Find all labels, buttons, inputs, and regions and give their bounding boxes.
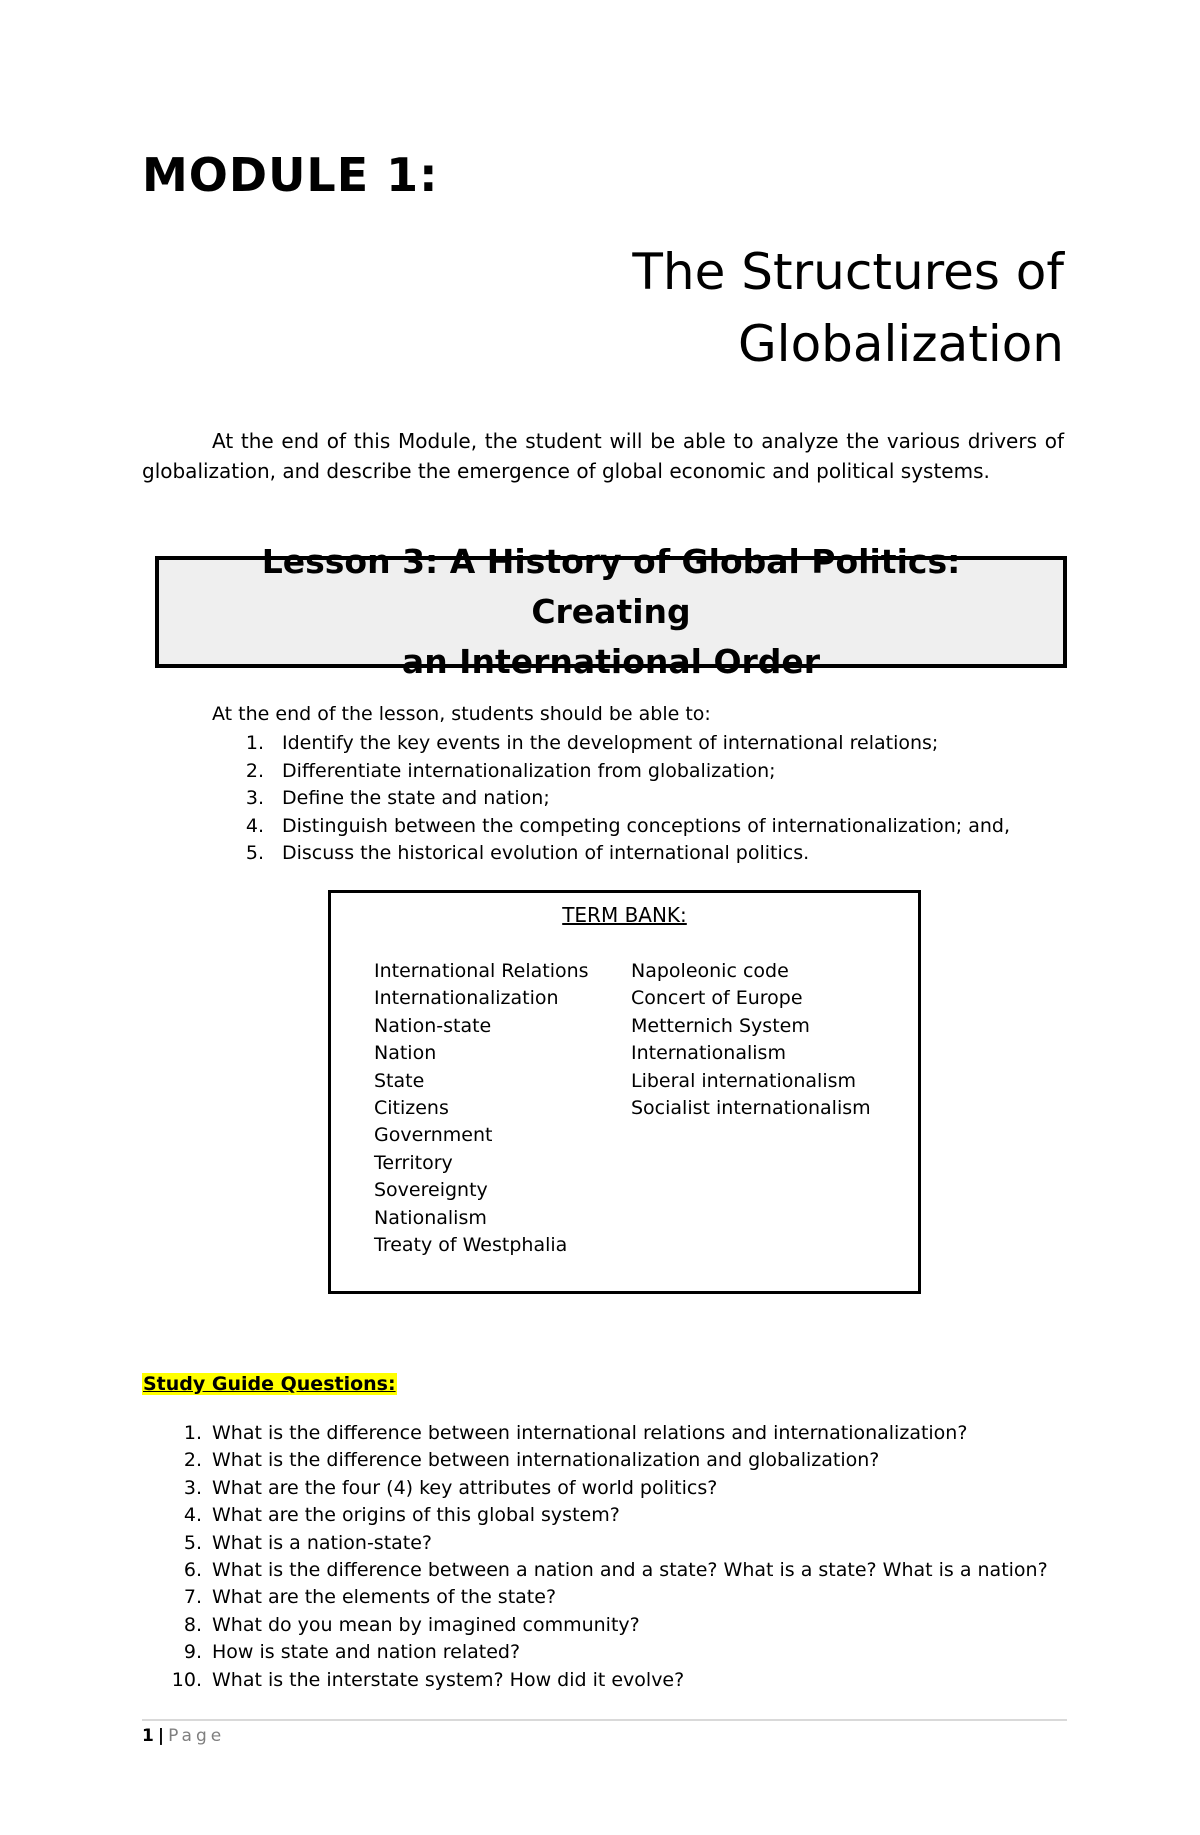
term-item: Government	[374, 1124, 493, 1147]
term-item: Socialist internationalism	[631, 1097, 871, 1120]
term-item: Liberal internationalism	[631, 1069, 857, 1092]
list-item: 10. What is the interstate system? How did it evolve?	[171, 1668, 685, 1691]
list-item: 5. Discuss the historical evolution of international politics.	[245, 842, 810, 864]
list-item: 7. What are the elements of the state?	[183, 1586, 557, 1609]
list-item: 6. What is the difference between a nation and a state? What is a state? What is a nation?	[183, 1559, 1048, 1582]
module-subtitle-line1: The Structures of	[632, 243, 1064, 301]
page-label: Page	[168, 1726, 226, 1746]
objectives-list	[212, 730, 1010, 868]
objectives-lead: At the end of the lesson, students should be able to:	[212, 703, 711, 725]
term-item: Nation	[374, 1042, 437, 1065]
term-item: Metternich System	[631, 1014, 810, 1037]
list-item: 2. What is the difference between internationalization and globalization?	[183, 1449, 880, 1472]
module-subtitle-line2: Globalization	[737, 315, 1064, 373]
term-bank-right-column	[631, 958, 871, 1122]
lesson-title	[159, 537, 1063, 687]
term-item: Napoleonic code	[631, 960, 789, 982]
term-item: International Relations	[374, 960, 589, 982]
footer-divider	[142, 1719, 1067, 1721]
list-item: 4. What are the origins of this global system?	[183, 1504, 620, 1527]
footer-separator: |	[157, 1726, 165, 1746]
list-item: 3. What are the four (4) key attributes of world politics?	[183, 1476, 718, 1499]
term-bank-box	[328, 890, 921, 1294]
list-item: 2. Differentiate internationalization from globalization;	[245, 759, 776, 782]
list-item: 3. Define the state and nation;	[245, 787, 550, 809]
lesson-title-line1: Lesson 3: A History of Global Politics: Creating	[261, 542, 961, 631]
list-item: 4. Distinguish between the competing conceptions of internationalization; and,	[245, 814, 1011, 837]
list-item: 8. What do you mean by imagined community?	[183, 1613, 640, 1636]
term-item: Treaty of Westphalia	[374, 1234, 568, 1257]
lesson-title-box	[155, 542, 1067, 681]
term-item: Concert of Europe	[631, 987, 803, 1010]
module-subtitle	[632, 236, 1064, 380]
term-item: Nationalism	[374, 1206, 487, 1229]
list-item: 1. What is the difference between international relations and internationalization?	[183, 1422, 968, 1444]
term-item: Internationalism	[631, 1042, 786, 1065]
lesson-title-line2: an International Order	[401, 642, 821, 681]
page-number: 1	[142, 1726, 154, 1746]
term-bank-left-column	[374, 958, 589, 1259]
term-item: State	[374, 1069, 425, 1092]
term-item: Citizens	[374, 1097, 449, 1120]
study-guide-questions	[142, 1420, 1048, 1694]
term-bank-heading: TERM BANK:	[562, 903, 687, 927]
page-footer	[142, 1726, 225, 1746]
module-title: MODULE 1:	[142, 148, 439, 202]
module-intro: At the end of this Module, the student will be able to analyze the various drivers of globalization, and describe the emergence of global economic and political systems.	[142, 429, 1064, 483]
term-item: Nation-state	[374, 1014, 492, 1037]
term-item: Sovereignty	[374, 1179, 488, 1202]
list-item: 9. How is state and nation related?	[183, 1641, 521, 1664]
list-item: 1. Identify the key events in the development of international relations;	[245, 732, 939, 754]
list-item: 5. What is a nation-state?	[183, 1531, 433, 1554]
term-item: Internationalization	[374, 987, 559, 1010]
study-guide-heading: Study Guide Questions:	[143, 1373, 396, 1395]
term-item: Territory	[374, 1151, 453, 1174]
